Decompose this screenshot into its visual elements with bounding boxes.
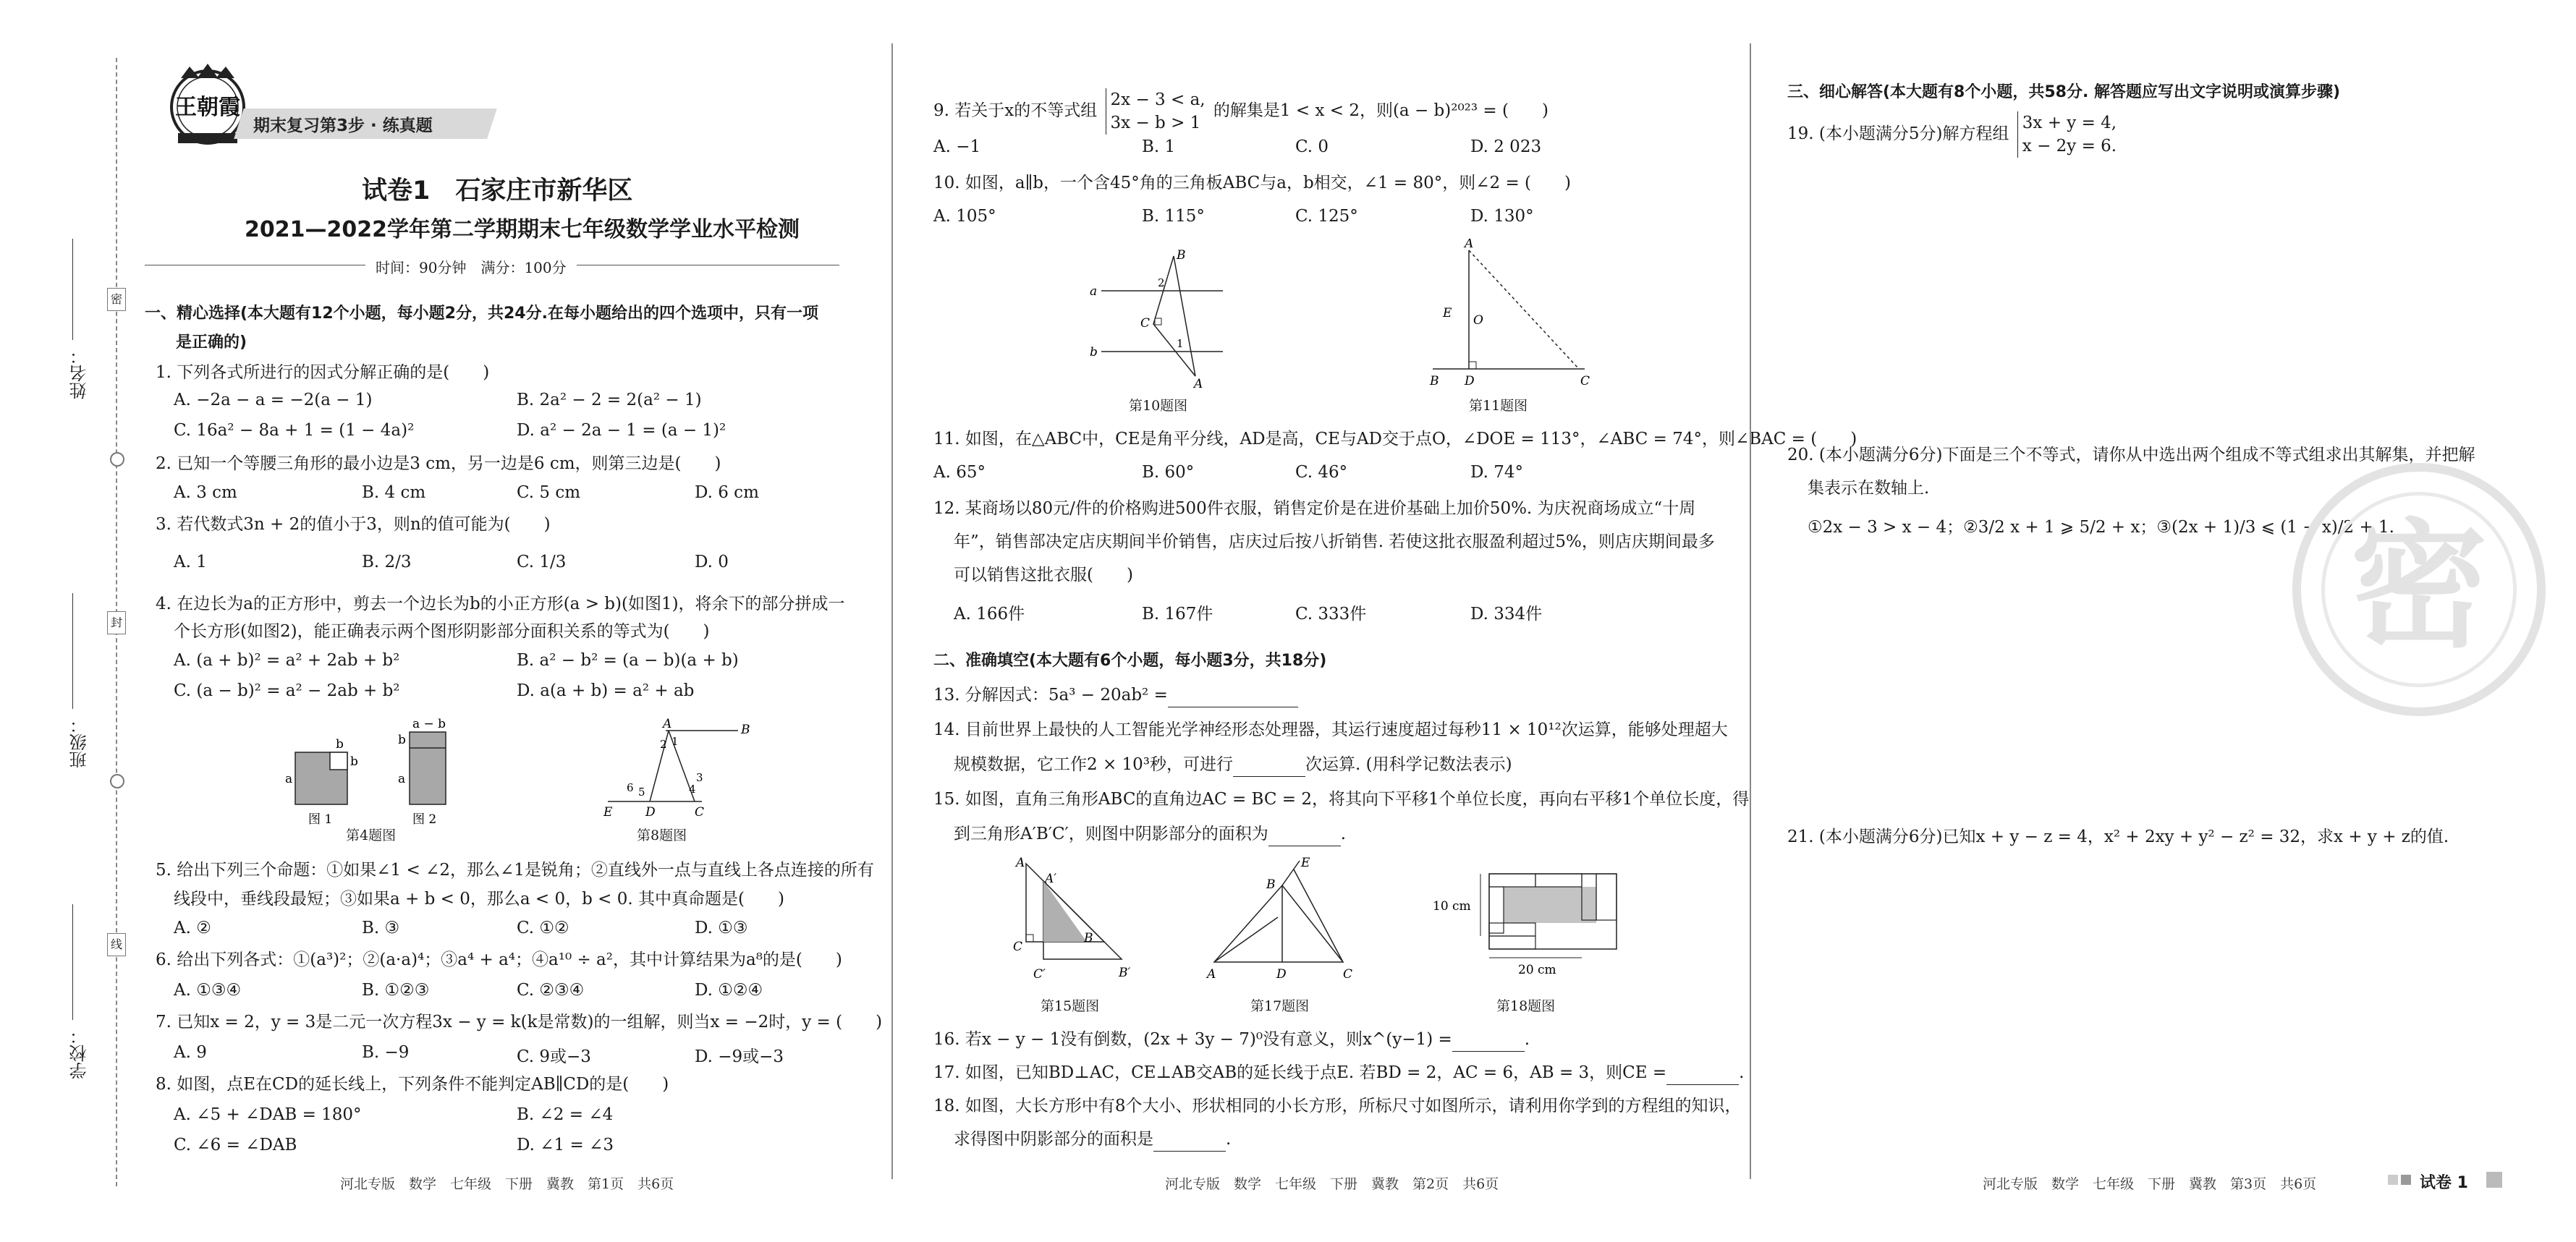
svg-text:D: D (1465, 374, 1475, 388)
q4-option-b[interactable]: B. a² − b² = (a − b)(a + b) (517, 651, 739, 670)
footer-page-1: 河北专版 数学 七年级 下册 冀教 第1页 共6页 (340, 1176, 674, 1192)
svg-text:5: 5 (638, 786, 645, 799)
q10-option-c[interactable]: C. 125° (1295, 207, 1358, 226)
q5-option-d[interactable]: D. ①③ (695, 919, 748, 937)
q4-option-d[interactable]: D. a(a + b) = a² + ab (517, 681, 695, 700)
column-divider (891, 43, 893, 1179)
q20-inequalities: ①2x − 3 > x − 4；②3/2 x + 1 ⩾ 5/2 + x；③(2x + 1)/3 ⩽ (1 − x)/2 + 1. (1808, 518, 2394, 537)
q6-option-b[interactable]: B. ①②③ (362, 981, 430, 1000)
svg-text:B: B (1430, 374, 1439, 388)
question-8: 8. 如图，点E在CD的延长线上，下列条件不能判定AB∥CD的是( ) (156, 1075, 669, 1094)
svg-text:1: 1 (671, 735, 679, 748)
class-label: 班级： (69, 716, 90, 768)
question-5-cont: 线段中，垂线段最短；③如果a + b < 0，那么a < 0，b < 0. 其中真命题是( ) (174, 890, 784, 909)
figure-17 (1201, 854, 1360, 994)
q8-option-a[interactable]: A. ∠5 + ∠DAB = 180° (174, 1105, 362, 1124)
figure-10 (1085, 246, 1245, 394)
svg-text:A′: A′ (1045, 872, 1057, 886)
footer-page-3: 河北专版 数学 七年级 下册 冀教 第3页 共6页 (1983, 1176, 2317, 1192)
seal-tag-2: 封 (107, 611, 126, 634)
question-19: 19. (本小题满分5分)解方程组 3x + y = 4, x − 2y = 6. (1787, 111, 2117, 158)
q2-option-a[interactable]: A. 3 cm (174, 483, 237, 502)
q9-inequality-2: 3x − b > 1 (1110, 114, 1201, 132)
school-field[interactable] (72, 904, 73, 1020)
figure-8-caption: 第8题图 (637, 828, 687, 843)
q9-option-b[interactable]: B. 1 (1142, 137, 1176, 156)
svg-text:C: C (1580, 374, 1590, 388)
q9-option-c[interactable]: C. 0 (1295, 137, 1329, 156)
q6-option-a[interactable]: A. ①③④ (174, 981, 242, 1000)
q16-answer-blank[interactable] (1452, 1035, 1525, 1052)
question-14: 14. 目前世界上最快的人工智能光学神经形态处理器，其运行速度超过每秒11 × 10¹²次运算，能够处理超大 (933, 720, 1728, 739)
svg-text:2: 2 (660, 738, 667, 751)
figure-17-caption: 第17题图 (1250, 998, 1310, 1014)
q11-option-a[interactable]: A. 65° (933, 463, 986, 482)
question-10: 10. 如图，a∥b，一个含45°角的三角板ABC与a，b相交，∠1 = 80°，则∠2 = ( ) (933, 174, 1571, 192)
q14-answer-blank[interactable] (1233, 760, 1305, 777)
q12-option-b[interactable]: B. 167件 (1142, 605, 1213, 624)
time-info: 时间：90分钟 满分：100分 (365, 256, 577, 277)
svg-text:D: D (645, 805, 656, 820)
q8-option-c[interactable]: C. ∠6 = ∠DAB (174, 1136, 297, 1154)
svg-text:b: b (350, 754, 358, 769)
paper-subtitle: 2021—2022学年第二学期期末七年级数学学业水平检测 (245, 217, 800, 242)
q3-option-d[interactable]: D. 0 (695, 553, 729, 571)
question-1: 1. 下列各式所进行的因式分解正确的是( ) (156, 363, 490, 382)
paper-tab-label: 试卷 1 (2420, 1174, 2468, 1192)
question-12: 12. 某商场以80元/件的价格购进500件衣服，销售定价是在进价基础上加价50%. 为庆祝商场成立“十周 (933, 499, 1696, 518)
svg-text:A: A (1016, 856, 1025, 870)
section3-heading: 三、细心解答(本大题有8个小题，共58分. 解答题应写出文字说明或演算步骤) (1787, 83, 2341, 101)
q3-option-c[interactable]: C. 1/3 (517, 553, 567, 571)
svg-text:C: C (1013, 940, 1023, 954)
svg-text:a: a (398, 772, 406, 786)
q6-option-d[interactable]: D. ①②④ (695, 981, 763, 1000)
confidential-stamp-text: 密 (2350, 505, 2488, 666)
q11-option-b[interactable]: B. 60° (1142, 463, 1195, 482)
svg-text:C: C (695, 805, 705, 820)
svg-text:2: 2 (1158, 276, 1165, 289)
q10-option-d[interactable]: D. 130° (1470, 207, 1534, 226)
figure-11-caption: 第11题图 (1469, 398, 1528, 414)
q8-option-d[interactable]: D. ∠1 = ∠3 (517, 1136, 614, 1154)
q3-option-b[interactable]: B. 2/3 (362, 553, 412, 571)
figure-15-caption: 第15题图 (1041, 998, 1100, 1014)
q15-answer-blank[interactable] (1268, 830, 1341, 846)
line-tag: 线 (107, 933, 126, 956)
q12-option-c[interactable]: C. 333件 (1295, 605, 1367, 624)
binding-hole (110, 774, 124, 788)
q5-option-c[interactable]: C. ①② (517, 919, 569, 937)
q1-option-c[interactable]: C. 16a² − 8a + 1 = (1 − 4a)² (174, 421, 415, 440)
svg-text:图 2: 图 2 (412, 812, 437, 827)
q7-option-d[interactable]: D. −9或−3 (695, 1047, 784, 1066)
binding-hole (110, 452, 124, 467)
q2-option-b[interactable]: B. 4 cm (362, 483, 426, 502)
figure-15 (999, 854, 1143, 994)
question-12-cont: 年”，销售部决定店庆期间半价销售，店庆过后按八折销售. 若使这批衣服盈利超过5%，则店庆期间最多 (954, 532, 1715, 551)
q2-option-c[interactable]: C. 5 cm (517, 483, 581, 502)
svg-text:1: 1 (1177, 337, 1184, 350)
svg-text:B: B (741, 723, 750, 737)
question-4: 4. 在边长为a的正方形中，剪去一个边长为b的小正方形(a > b)(如图1)，将余下的部分拼成一 (156, 595, 845, 613)
q7-option-a[interactable]: A. 9 (174, 1043, 207, 1062)
q4-option-a[interactable]: A. (a + b)² = a² + 2ab + b² (174, 651, 400, 670)
svg-text:E: E (603, 805, 613, 820)
svg-text:D: D (1276, 967, 1287, 982)
q19-equation-1: 3x + y = 4, (2022, 114, 2117, 132)
question-15: 15. 如图，直角三角形ABC的直角边AC = BC = 2，将其向下平移1个单位长度，再向右平移1个单位长度，得 (933, 790, 1750, 809)
q10-option-b[interactable]: B. 115° (1142, 207, 1205, 226)
figure-10-caption: 第10题图 (1129, 398, 1188, 414)
q12-option-a[interactable]: A. 166件 (954, 605, 1025, 624)
q1-option-d[interactable]: D. a² − 2a − 1 = (a − 1)² (517, 421, 726, 440)
q1-option-a[interactable]: A. −2a − a = −2(a − 1) (174, 391, 373, 409)
q5-option-a[interactable]: A. ② (174, 919, 211, 937)
name-label: 姓名： (69, 347, 90, 399)
q11-option-c[interactable]: C. 46° (1295, 463, 1348, 482)
svg-text:B: B (1266, 877, 1276, 892)
q10-option-a[interactable]: A. 105° (933, 207, 996, 226)
tab-marker (2388, 1175, 2398, 1185)
q17-answer-blank[interactable] (1666, 1068, 1739, 1085)
q13-answer-blank[interactable] (1168, 691, 1298, 707)
section1-heading-cont: 是正确的) (176, 333, 247, 352)
question-18: 18. 如图，大长方形中有8个大小、形状相同的小长方形，所标尺寸如图所示，请利用你学到的方程组的知识， (933, 1097, 1742, 1115)
question-20-cont: 集表示在数轴上. (1808, 479, 1930, 498)
svg-text:A: A (1465, 239, 1474, 251)
q9-option-a[interactable]: A. −1 (933, 137, 981, 156)
question-6: 6. 给出下列各式：①(a³)²；②(a·a)⁴；③a⁴ + a⁴；④a¹⁰ ÷ a²，其中计算结果为a⁸的是( ) (156, 950, 842, 969)
svg-text:20 cm: 20 cm (1518, 963, 1556, 977)
figure-18-caption: 第18题图 (1496, 998, 1556, 1014)
q6-option-c[interactable]: C. ②③④ (517, 981, 585, 1000)
svg-text:C: C (1140, 316, 1151, 331)
q2-option-d[interactable]: D. 6 cm (695, 483, 759, 502)
q9-option-d[interactable]: D. 2 023 (1470, 137, 1542, 156)
question-9: 9. 若关于x的不等式组 2x − 3 < a, 3x − b > 1 的解集是1 < x < 2，则(a − b)²⁰²³ = ( ) (933, 88, 1548, 135)
q21-answer-area[interactable] (1787, 861, 2439, 1150)
q9-inequality-1: 2x − 3 < a, (1110, 90, 1206, 109)
question-7: 7. 已知x = 2，y = 3是二元一次方程3x − y = k(k是常数)的一组解，则当x = −2时，y = ( ) (156, 1013, 883, 1032)
question-3: 3. 若代数式3n + 2的值小于3，则n的值可能为( ) (156, 515, 551, 534)
question-12-cont2: 可以销售这批衣服( ) (954, 566, 1133, 584)
school-label: 学校： (69, 1027, 90, 1079)
svg-text:b: b (1090, 345, 1098, 360)
svg-text:E: E (1443, 306, 1452, 320)
q7-option-c[interactable]: C. 9或−3 (517, 1047, 591, 1066)
question-2: 2. 已知一个等腰三角形的最小边是3 cm，另一边是6 cm，则第三边是( ) (156, 454, 721, 473)
svg-text:B′: B′ (1119, 966, 1131, 980)
tab-marker (2486, 1172, 2502, 1188)
seal-tag: 密 (107, 288, 126, 311)
figure-11 (1418, 239, 1606, 394)
question-17: 17. 如图，已知BD⊥AC，CE⊥AB交AB的延长线于点E. 若BD = 2，AC = 6，AB = 3，则CE = . (933, 1060, 1744, 1085)
svg-text:10 cm: 10 cm (1433, 899, 1471, 914)
svg-text:4: 4 (689, 783, 696, 796)
figure-8 (593, 715, 774, 826)
question-18-cont: 求得图中阴影部分的面积是 . (954, 1127, 1231, 1152)
paper-title: 试卷1 石家庄市新华区 (362, 176, 633, 205)
question-14-cont: 规模数据，它工作2 × 10³秒，可进行 次运算. (用科学记数法表示) (954, 752, 1512, 777)
svg-text:B: B (1177, 248, 1186, 263)
figure-4-caption: 第4题图 (346, 828, 397, 843)
svg-text:O: O (1473, 313, 1483, 328)
svg-text:3: 3 (696, 771, 703, 784)
footer-page-2: 河北专版 数学 七年级 下册 冀教 第2页 共6页 (1165, 1176, 1499, 1192)
q7-option-b[interactable]: B. −9 (362, 1043, 410, 1062)
q1-option-b[interactable]: B. 2a² − 2 = 2(a² − 1) (517, 391, 702, 409)
svg-text:E: E (1301, 856, 1310, 870)
svg-text:b: b (398, 733, 406, 747)
svg-text:A: A (1207, 967, 1216, 982)
q18-answer-blank[interactable] (1153, 1135, 1226, 1152)
question-4-cont: 个长方形(如图2)，能正确表示两个图形阴影部分面积关系的等式为( ) (174, 622, 710, 641)
question-5: 5. 给出下列三个命题：①如果∠1 < ∠2，那么∠1是锐角；②直线外一点与直线上各点连接的所有 (156, 861, 874, 880)
question-16: 16. 若x − y − 1没有倒数，(2x + 3y − 7)⁰没有意义，则x^(y−1) = . (933, 1027, 1530, 1052)
q11-option-d[interactable]: D. 74° (1470, 463, 1524, 482)
name-field[interactable] (72, 239, 73, 340)
svg-text:A: A (1194, 377, 1203, 391)
q4-option-c[interactable]: C. (a − b)² = a² − 2ab + b² (174, 681, 400, 700)
question-20: 20. (本小题满分6分)下面是三个不等式，请你从中选出两个组成不等式组求出其解集，并把解 (1787, 446, 2475, 464)
review-step-label: 期末复习第3步 · 练真题 (253, 116, 433, 135)
q5-option-b[interactable]: B. ③ (362, 919, 400, 937)
q3-option-a[interactable]: A. 1 (174, 553, 207, 571)
tab-marker (2401, 1175, 2411, 1185)
figure-18 (1433, 865, 1621, 984)
column-divider (1750, 43, 1751, 1179)
svg-text:图 1: 图 1 (308, 812, 333, 827)
question-11: 11. 如图，在△ABC中，CE是角平分线，AD是高，CE与AD交于点O，∠DOE = 113°，∠ABC = 74°，则∠BAC = ( ) (933, 430, 1857, 448)
svg-text:6: 6 (627, 781, 634, 794)
class-field[interactable] (72, 593, 73, 709)
svg-text:a: a (285, 772, 293, 786)
svg-text:a: a (1090, 284, 1098, 299)
svg-text:B: B (1084, 931, 1093, 945)
question-13: 13. 分解因式：5a³ − 20ab² = (933, 683, 1298, 707)
q12-option-d[interactable]: D. 334件 (1470, 605, 1543, 624)
svg-text:A: A (663, 717, 672, 731)
svg-text:C: C (1343, 967, 1353, 982)
svg-text:C′: C′ (1033, 967, 1046, 982)
svg-text:王朝霞: 王朝霞 (175, 95, 240, 120)
svg-text:b: b (336, 737, 344, 752)
question-15-cont: 到三角形A′B′C′，则图中阴影部分的面积为 . (954, 822, 1346, 846)
q19-equation-2: x − 2y = 6. (2022, 137, 2117, 156)
section2-heading: 二、准确填空(本大题有6个小题，每小题3分，共18分) (933, 652, 1327, 670)
q8-option-b[interactable]: B. ∠2 = ∠4 (517, 1105, 614, 1124)
question-21: 21. (本小题满分6分)已知x + y − z = 4，x² + 2xy + y² − z² = 32，求x + y + z的值. (1787, 828, 2449, 846)
svg-text:a − b: a − b (412, 717, 446, 731)
q19-answer-area[interactable] (1787, 174, 2439, 434)
section1-heading: 一、精心选择(本大题有12个小题，每小题2分，共24分.在每小题给出的四个选项中，只有一项 (145, 305, 818, 323)
confidential-stamp (2292, 463, 2546, 716)
